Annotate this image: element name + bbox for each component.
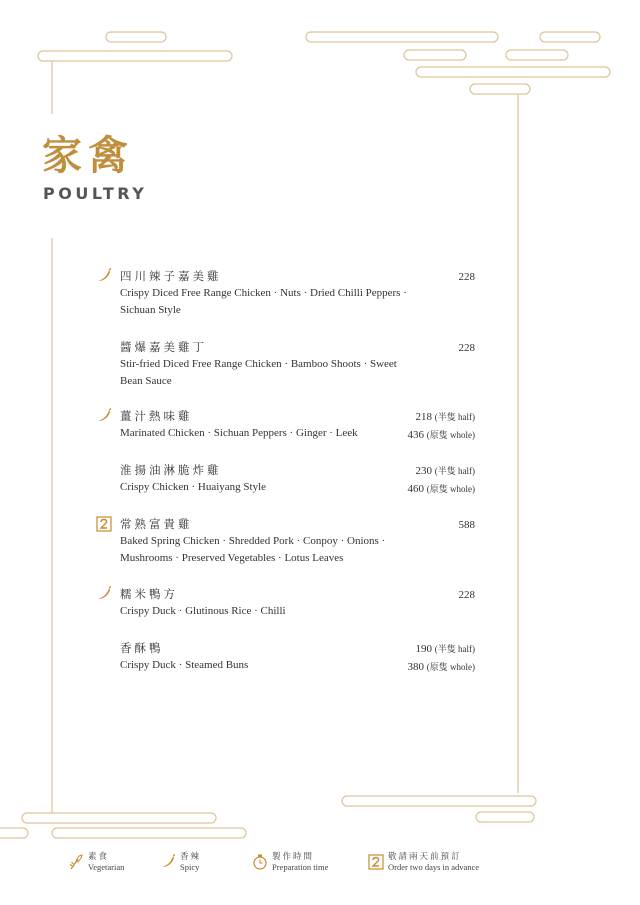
item-description: Crispy Duck · Glutinous Rice · Chilli <box>120 605 286 617</box>
item-price: 218 (半隻 half) 436 (原隻 whole) <box>407 411 475 441</box>
vegetarian-icon <box>68 853 84 871</box>
item-price: 228 <box>458 271 475 283</box>
item-description: Crispy Chicken · Huaiyang Style <box>120 481 267 493</box>
item-price: 228 <box>458 589 475 601</box>
item-name-zh: 糯米鴨方 <box>120 589 178 601</box>
item-description: Stir-fried Diced Free Range Chicken · Bamboo Shoots · Sweet Bean Sauce <box>120 358 397 387</box>
menu-item <box>120 268 475 319</box>
menu-item <box>120 339 475 390</box>
item-name-zh: 常熟富貴雞 <box>120 519 193 531</box>
chilli-icon <box>96 268 112 284</box>
item-description: Crispy Duck · Steamed Buns <box>120 659 249 671</box>
advance-order-icon <box>96 516 112 532</box>
chilli-icon <box>160 853 176 871</box>
item-name-zh: 淮揚油淋脆炸雞 <box>120 465 222 477</box>
menu-item <box>120 516 475 567</box>
section-title-zh: 家禽 <box>42 132 134 179</box>
item-price: 588 <box>458 519 475 531</box>
item-price: 230 (半隻 half) 460 (原隻 whole) <box>407 465 475 495</box>
item-name-zh: 薑汁熱味雞 <box>120 411 193 423</box>
menu-item <box>120 586 475 620</box>
clock-icon <box>252 853 268 871</box>
menu-item <box>120 408 475 442</box>
item-price: 228 <box>458 342 475 354</box>
item-name-zh: 四川辣子嘉美雞 <box>120 271 222 283</box>
advance-order-icon <box>368 853 384 871</box>
item-name-zh: 醬爆嘉美雞丁 <box>120 342 207 354</box>
chilli-icon <box>96 408 112 424</box>
item-description: Crispy Diced Free Range Chicken · Nuts · Dried Chilli Peppers · Sichuan Style <box>120 287 407 316</box>
chilli-icon <box>96 586 112 602</box>
item-description: Baked Spring Chicken · Shredded Pork · Conpoy · Onions · Mushrooms · Preserved Vegetables · Lotus Leaves <box>120 535 386 564</box>
item-description: Marinated Chicken · Sichuan Peppers · Ginger · Leek <box>120 427 358 439</box>
legend: 素食 Vegetarian 香辣 Spicy 製作時間 Preparation time 敬請兩天前預訂 Order two days in advance <box>0 850 640 880</box>
section-title-en: POULTRY <box>43 184 148 203</box>
item-price: 190 (半隻 half) 380 (原隻 whole) <box>407 643 475 673</box>
item-name-zh: 香酥鴨 <box>120 643 164 655</box>
menu-item <box>120 640 475 674</box>
menu-item <box>120 462 475 496</box>
